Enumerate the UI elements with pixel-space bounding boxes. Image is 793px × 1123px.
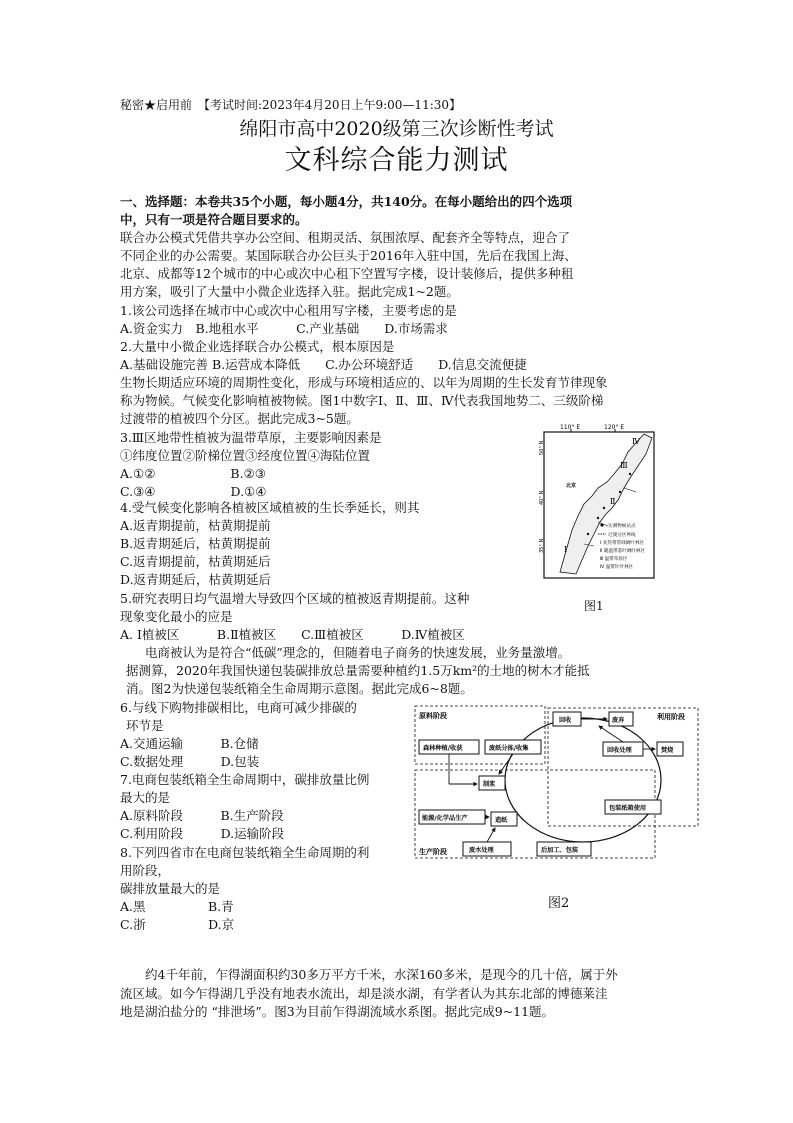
section-heading-line-2: 中，只有一项是符合题目要求的。 xyxy=(120,212,308,227)
question-8: 8.下列四省市在电商包装纸箱全生命周期的利 xyxy=(120,845,370,860)
text-line: 称为物候。气候变化影响植被物候。图1中数字Ⅰ、Ⅱ、Ⅲ、Ⅳ代表我国地势二、三级阶梯 xyxy=(120,393,604,408)
question-6-options-ab: A.交通运输 B.仓储 xyxy=(120,736,259,751)
exam-title: 绵阳市高中2020级第三次诊断性考试 xyxy=(239,118,554,140)
figure-1-caption: 图1 xyxy=(584,599,604,613)
box-incineration: 焚烧 xyxy=(661,747,674,754)
text-line: 消。图2为快递包装纸箱全生命周期示意图。据此完成6~8题。 xyxy=(126,681,473,696)
question-5: 5.研究表明日均气温增大导致四个区域的植被返青期提前。这种 xyxy=(120,591,470,606)
lat-label: 50° N xyxy=(539,440,545,455)
question-3-options-cd: C.③④ D.①④ xyxy=(120,484,267,499)
question-4-option-b: B.返青期延后，枯黄期提前 xyxy=(120,536,271,551)
question-5-options: A. Ⅰ植被区 B.Ⅱ植被区 C.Ⅲ植被区 D.Ⅳ植被区 xyxy=(120,627,465,642)
lat-label: 35° N xyxy=(539,538,545,553)
question-3: 3.Ⅲ区地带性植被为温带草原，主要影响因素是 xyxy=(120,430,382,445)
box-post-processing: 后加工、包装 xyxy=(541,847,579,854)
stage-label-raw: 原料阶段 xyxy=(419,712,447,720)
box-energy-chemicals: 能源/化学品生产 xyxy=(422,815,468,822)
legend-item: 过渡分区界线 xyxy=(608,533,636,538)
box-wastewater: 废水处理 xyxy=(469,847,494,854)
text-line: 约4千年前，乍得湖面积约30多万平方千米，水深160多米，是现今的几十倍，属于外 xyxy=(120,967,618,982)
question-8-options-cd: C.浙 D.京 xyxy=(120,917,235,932)
lon-label: 110° E xyxy=(560,424,581,431)
question-8-cont: 用阶段， xyxy=(120,863,171,878)
lon-label: 120° E xyxy=(604,424,625,431)
figure-2-diagram xyxy=(413,702,700,862)
question-3-options-ab: A.①② B.②③ xyxy=(120,466,266,481)
zone-label-i: Ⅰ xyxy=(564,545,568,554)
text-line: 据测算，2020年我国快递包装碳排放总量需要种植约1.5万km²的土地的树木才能抵 xyxy=(126,663,590,678)
question-7: 7.电商包装纸箱全生命周期中，碳排放量比例 xyxy=(120,772,370,787)
stage-label-use: 利用阶段 xyxy=(657,713,685,721)
question-6: 6.与线下购物排碳相比，电商可减少排碳的 xyxy=(120,700,357,715)
lat-label: 40° N xyxy=(539,490,545,505)
question-2: 2.大量中小微企业选择联合办公模式，根本原因是 xyxy=(120,339,395,354)
box-forest: 森林种植/收获 xyxy=(423,745,463,752)
text-line: 用方案，吸引了大量中小微企业选择入驻。据此完成1~2题。 xyxy=(120,284,459,299)
legend-item: Ⅰ 亚热带常绿阔叶林区 xyxy=(600,541,645,546)
exam-subtitle: 文科综合能力测试 xyxy=(284,145,509,176)
question-7-options-cd: C.利用阶段 D.运输阶段 xyxy=(120,826,285,841)
lifecycle-circle xyxy=(505,718,661,842)
legend-item: Ⅳ 温带针叶林区 xyxy=(600,565,634,570)
city-label: 北京 xyxy=(566,483,577,489)
question-8-cont-2: 碳排放量最大的是 xyxy=(120,881,221,896)
box-papermaking: 造纸 xyxy=(495,817,508,824)
legend-item: Ⅱ 暖温带落叶阔叶林区 xyxy=(600,549,646,554)
box-collection-processing: 回收处理 xyxy=(607,747,632,754)
text-line: 流区域。如今乍得湖几乎没有地表水流出，却是淡水湖，有学者认为其东北部的博德莱洼 xyxy=(120,986,608,1001)
figure-2-caption: 图2 xyxy=(548,896,570,911)
text-line: 联合办公模式凭借共享办公空间、租期灵活、氛围浓厚、配套齐全等特点，迎合了 xyxy=(120,230,571,245)
text-line: 不同企业的办公需要。某国际联合办公巨头于2016年入驻中国，先后在我国上海、 xyxy=(120,248,577,263)
question-1-options: A.资金实力 B.地租水平 C.产业基础 D.市场需求 xyxy=(120,321,448,336)
box-pulping: 制浆 xyxy=(483,781,496,788)
question-5-cont: 现象变化最小的应是 xyxy=(120,609,233,624)
question-4-option-c: C.返青期提前，枯黄期延后 xyxy=(120,554,271,569)
legend-station-symbol xyxy=(600,523,603,526)
question-4-option-a: A.返青期提前，枯黄期提前 xyxy=(120,518,271,533)
figure-1-map xyxy=(540,422,662,582)
box-box-usage: 包装纸箱使用 xyxy=(609,805,647,812)
question-7-cont: 最大的是 xyxy=(120,790,171,805)
legend-item: Ⅲ 温带草原区 xyxy=(600,557,628,562)
zone-label-ii: Ⅱ xyxy=(610,497,616,506)
question-4-option-d: D.返青期延后，枯黄期延后 xyxy=(120,572,272,587)
text-line: 地是湖泊盐分的 “排泄场”。图3为目前乍得湖流域水系图。据此完成9~11题。 xyxy=(120,1004,555,1019)
question-7-options-ab: A.原料阶段 B.生产阶段 xyxy=(120,808,284,823)
text-line: 生物长期适应环境的周期性变化，形成与环境相适应的、以年为周期的生长发育节律现象 xyxy=(120,375,608,390)
question-6-cont: 环节是 xyxy=(126,718,164,733)
question-1: 1.该公司选择在城市中心或次中心租用写字楼，主要考虑的是 xyxy=(120,303,457,318)
box-recycle: 回收 xyxy=(559,717,572,724)
confidential-header: 秘密★启用前 【考试时间:2023年4月20日上午9:00—11:30】 xyxy=(120,98,462,112)
text-line: 电商被认为是符合“低碳”理念的，但随着电子商务的快速发展，业务量激增。 xyxy=(120,645,571,660)
section-heading-line-1: 一、选择题：本卷共35个小题，每小题4分，共140分。在每小题给出的四个选项 xyxy=(120,194,573,209)
question-6-options-cd: C.数据处理 D.包装 xyxy=(120,754,260,769)
question-4: 4.受气候变化影响各植被区域植被的生长季延长，则其 xyxy=(120,500,420,515)
text-line: 北京、成都等12个城市的中心或次中心租下空置写字楼，设计装修后，提供多种租 xyxy=(120,266,574,281)
question-8-options-ab: A.黑 B.青 xyxy=(120,899,234,914)
zone-label-iv: Ⅳ xyxy=(632,437,640,446)
box-discard: 废弃 xyxy=(612,717,625,724)
box-waste-paper: 废纸分拣/收集 xyxy=(489,745,529,752)
question-3-statements: ①纬度位置②阶梯位置③经度位置④海陆位置 xyxy=(120,448,371,463)
legend-item: 实测物候站点 xyxy=(608,524,636,529)
zone-label-iii: Ⅲ xyxy=(620,461,628,470)
stage-label-production: 生产阶段 xyxy=(419,848,447,856)
question-2-options: A.基础设施完善 B.运营成本降低 C.办公环境舒适 D.信息交流便捷 xyxy=(120,357,527,372)
text-line: 过渡带的植被四个分区。据此完成3~5题。 xyxy=(120,411,359,426)
